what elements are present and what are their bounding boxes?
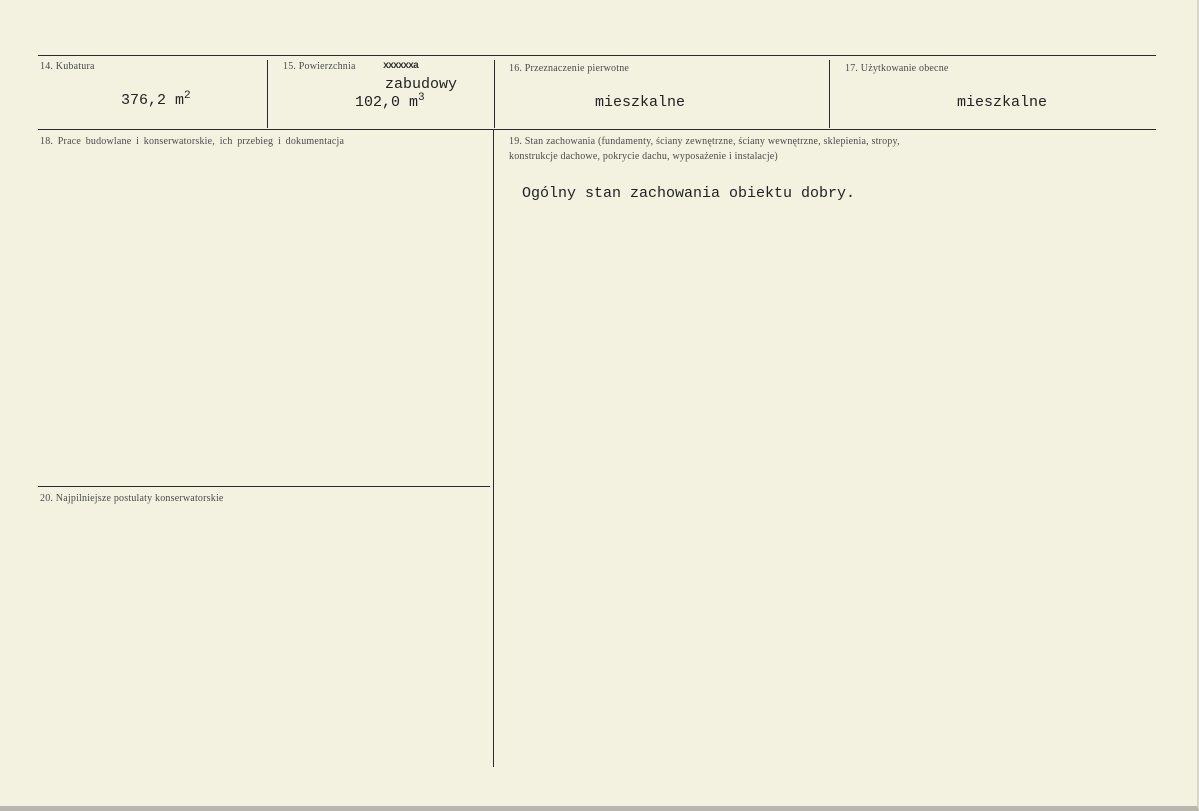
field-17-label: 17. Użytkowanie obecne [845,63,949,74]
field-19-value: Ogólny stan zachowania obiektu dobry. [522,185,856,202]
field-17-value: mieszkalne [957,94,1048,111]
rule-18-20 [38,486,490,487]
field-14-number: 376,2 m [121,92,185,109]
field-18-label: 18. Prace budowlane i konserwatorskie, ich przebieg i dokumentacja [40,136,345,147]
field-15-struck-word: xxxxxxa [383,61,419,72]
field-15-value-line1: zabudowy [385,76,458,93]
field-19-label-line2: konstrukcje dachowe, pokrycie dachu, wyposażenie i instalacje) [509,151,778,162]
divider-15-16 [494,60,495,128]
field-16-value: mieszkalne [595,94,686,111]
field-16-label: 16. Przeznaczenie pierwotne [509,63,630,74]
field-19-label-line1: 19. Stan zachowania (fundamenty, ściany zewnętrzne, ściany wewnętrzne, sklepienia, stropy, [509,136,900,147]
divider-14-15 [267,60,268,128]
field-14-value [121,90,191,109]
divider-main [493,130,494,767]
header-row-rule [38,129,1156,130]
divider-16-17 [829,60,830,128]
field-14-label: 14. Kubatura [40,61,95,72]
field-20-label: 20. Najpilniejsze postulaty konserwatorskie [40,493,224,504]
field-15-label: 15. Powierzchnia [283,61,356,72]
field-14-unit-sup: 2 [184,90,191,102]
field-15-value-line2 [355,92,425,111]
top-rule [38,55,1156,56]
field-15-unit-sup: 3 [418,92,425,104]
field-15-number: 102,0 m [355,94,419,111]
